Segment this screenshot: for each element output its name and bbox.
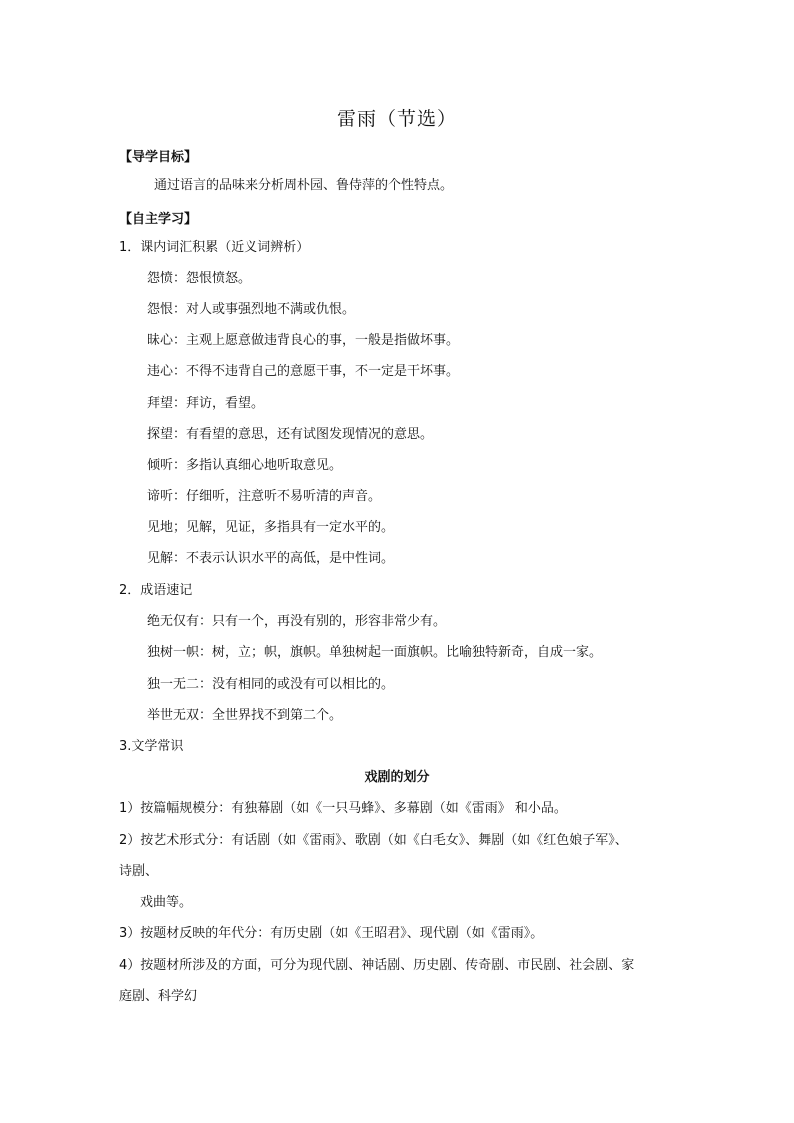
vocab-item: 探望：有看望的意思，还有试图发现情况的意思。 xyxy=(147,427,434,442)
vocab-item: 见地；见解，见证，多指具有一定水平的。 xyxy=(147,520,395,535)
classification-line: 诗剧、 xyxy=(119,864,159,879)
vocab-item: 怨愤：怨恨愤怒。 xyxy=(147,271,252,286)
classification-line: 4）按题材所涉及的方面，可分为现代剧、神话剧、历史剧、传奇剧、市民剧、社会剧、家 xyxy=(119,958,635,973)
goals-paragraph: 通过语言的品味来分析周朴园、鲁侍萍的个性特点。 xyxy=(154,178,454,193)
vocab-item: 见解：不表示认识水平的高低，是中性词。 xyxy=(147,551,395,566)
section-heading-self-study: 【自主学习】 xyxy=(119,212,198,227)
page-title: 雷雨（节选） xyxy=(336,108,457,130)
classification-line: 戏曲等。 xyxy=(140,895,193,910)
vocab-item: 违心：不得不违背自己的意愿干事，不一定是干坏事。 xyxy=(147,364,460,379)
item3-title: 3.文学常识 xyxy=(119,739,184,754)
classification-line: 庭剧、科学幻 xyxy=(119,989,198,1004)
vocab-item: 拜望：拜访，看望。 xyxy=(147,396,265,411)
vocab-item: 谛听：仔细听，注意听不易听清的声音。 xyxy=(147,489,382,504)
vocab-item: 昧心：主观上愿意做违背良心的事，一般是指做坏事。 xyxy=(147,333,460,348)
idiom-item: 绝无仅有：只有一个，再没有别的，形容非常少有。 xyxy=(147,614,447,629)
classification-line: 2）按艺术形式分：有话剧（如《雷雨》、歌剧（如《白毛女》、舞剧（如《红色娘子军》、 xyxy=(119,833,628,848)
idiom-item: 独一无二：没有相同的或没有可以相比的。 xyxy=(147,677,395,692)
classification-line: 1）按篇幅规模分：有独幕剧（如《一只马蜂》、多幕剧（如《雷雨》 和小品。 xyxy=(119,801,567,816)
idiom-item: 独树一帜：树，立；帜，旗帜。单独树起一面旗帜。比喻独特新奇，自成一家。 xyxy=(147,645,603,660)
subheading-drama-classification: 戏剧的划分 xyxy=(364,770,430,785)
vocab-item: 倾听：多指认真细心地听取意见。 xyxy=(147,458,343,473)
classification-line: 3）按题材反映的年代分：有历史剧（如《王昭君》、现代剧（如《雷雨》。 xyxy=(119,926,544,941)
section-heading-goals: 【导学目标】 xyxy=(119,150,198,165)
item1-title: 1．课内词汇积累（近义词辨析） xyxy=(119,240,310,255)
idiom-item: 举世无双：全世界找不到第二个。 xyxy=(147,708,343,723)
vocab-item: 怨恨：对人或事强烈地不满或仇恨。 xyxy=(147,302,356,317)
item2-title: 2．成语速记 xyxy=(119,583,193,598)
